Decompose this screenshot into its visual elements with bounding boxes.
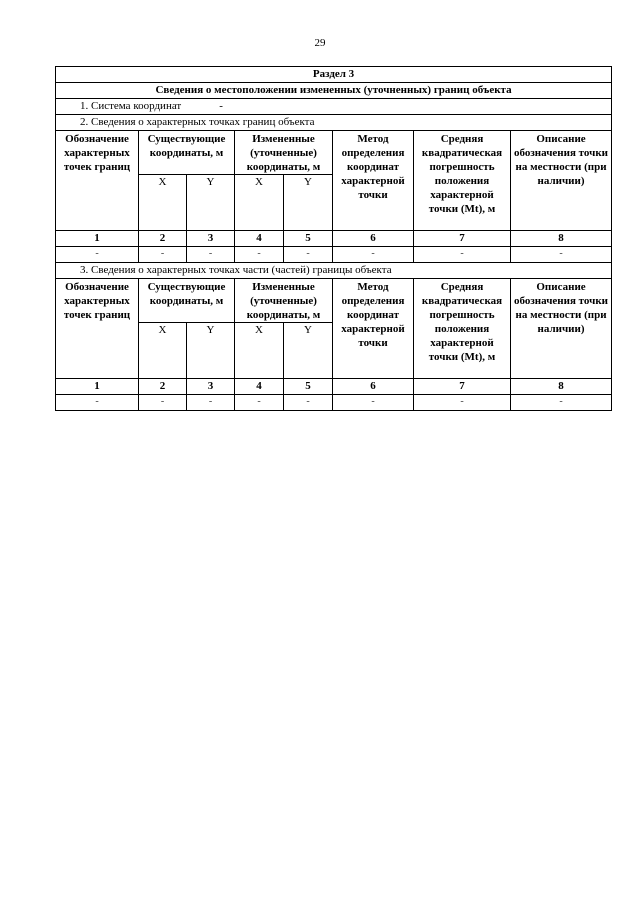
section-subtitle: Сведения о местоположении измененных (уточненных) границ объекта: [56, 83, 612, 99]
column-number: 4: [235, 379, 284, 395]
column-number: 6: [333, 231, 414, 247]
col-changed-x: X: [235, 323, 284, 379]
part2-title: 2. Сведения о характерных точках границ объекта: [56, 115, 612, 131]
col-changed-x: X: [235, 175, 284, 231]
col-changed-coords: Измененные (уточненные) координаты, м: [235, 131, 333, 175]
col-designation: Обозначение характерных точек границ: [56, 131, 139, 231]
column-number: 3: [187, 231, 235, 247]
table-cell: -: [284, 247, 333, 263]
table-cell: -: [511, 247, 612, 263]
column-number: 5: [284, 231, 333, 247]
column-number: 1: [56, 379, 139, 395]
table-cell: -: [235, 395, 284, 411]
col-rms-error: Средняя квадратическая погрешность положения характерной точки (Mt), м: [414, 131, 511, 231]
table-cell: -: [187, 247, 235, 263]
table-cell: -: [56, 395, 139, 411]
col-method: Метод определения координат характерной точки: [333, 279, 414, 379]
table-cell: -: [284, 395, 333, 411]
table-row: [56, 395, 612, 411]
coord-system-row: [56, 99, 612, 115]
table-cell: -: [333, 247, 414, 263]
col-description: Описание обозначения точки на местности (при наличии): [511, 131, 612, 231]
col-existing-x: X: [139, 323, 187, 379]
col-existing-y: Y: [187, 175, 235, 231]
table-cell: -: [139, 395, 187, 411]
column-number: 7: [414, 379, 511, 395]
column-number: 8: [511, 379, 612, 395]
part3-title: 3. Сведения о характерных точках части (частей) границы объекта: [56, 263, 612, 279]
column-number: 5: [284, 379, 333, 395]
coord-system-label: 1. Система координат: [80, 100, 182, 112]
column-number: 7: [414, 231, 511, 247]
table-cell: -: [333, 395, 414, 411]
table-cell: -: [187, 395, 235, 411]
col-existing-y: Y: [187, 323, 235, 379]
section-title: Раздел 3: [56, 67, 612, 83]
page-number: 29: [314, 37, 326, 49]
column-number: 6: [333, 379, 414, 395]
col-designation: Обозначение характерных точек границ: [56, 279, 139, 379]
column-numbers-row: [56, 231, 612, 247]
boundary-table: [55, 66, 612, 411]
column-number: 2: [139, 379, 187, 395]
column-number: 1: [56, 231, 139, 247]
column-numbers-row: [56, 379, 612, 395]
col-changed-y: Y: [284, 323, 333, 379]
column-number: 3: [187, 379, 235, 395]
col-existing-coords: Существующие координаты, м: [139, 279, 235, 323]
table-cell: -: [414, 247, 511, 263]
table-cell: -: [56, 247, 139, 263]
col-rms-error: Средняя квадратическая погрешность положения характерной точки (Mt), м: [414, 279, 511, 379]
col-existing-coords: Существующие координаты, м: [139, 131, 235, 175]
col-description: Описание обозначения точки на местности (при наличии): [511, 279, 612, 379]
col-changed-y: Y: [284, 175, 333, 231]
column-number: 2: [139, 231, 187, 247]
table-cell: -: [139, 247, 187, 263]
table-cell: -: [414, 395, 511, 411]
column-number: 4: [235, 231, 284, 247]
column-number: 8: [511, 231, 612, 247]
table-cell: -: [235, 247, 284, 263]
table-row: [56, 247, 612, 263]
coord-system-value: -: [219, 100, 223, 112]
table-cell: -: [511, 395, 612, 411]
col-existing-x: X: [139, 175, 187, 231]
col-changed-coords: Измененные (уточненные) координаты, м: [235, 279, 333, 323]
col-method: Метод определения координат характерной точки: [333, 131, 414, 231]
